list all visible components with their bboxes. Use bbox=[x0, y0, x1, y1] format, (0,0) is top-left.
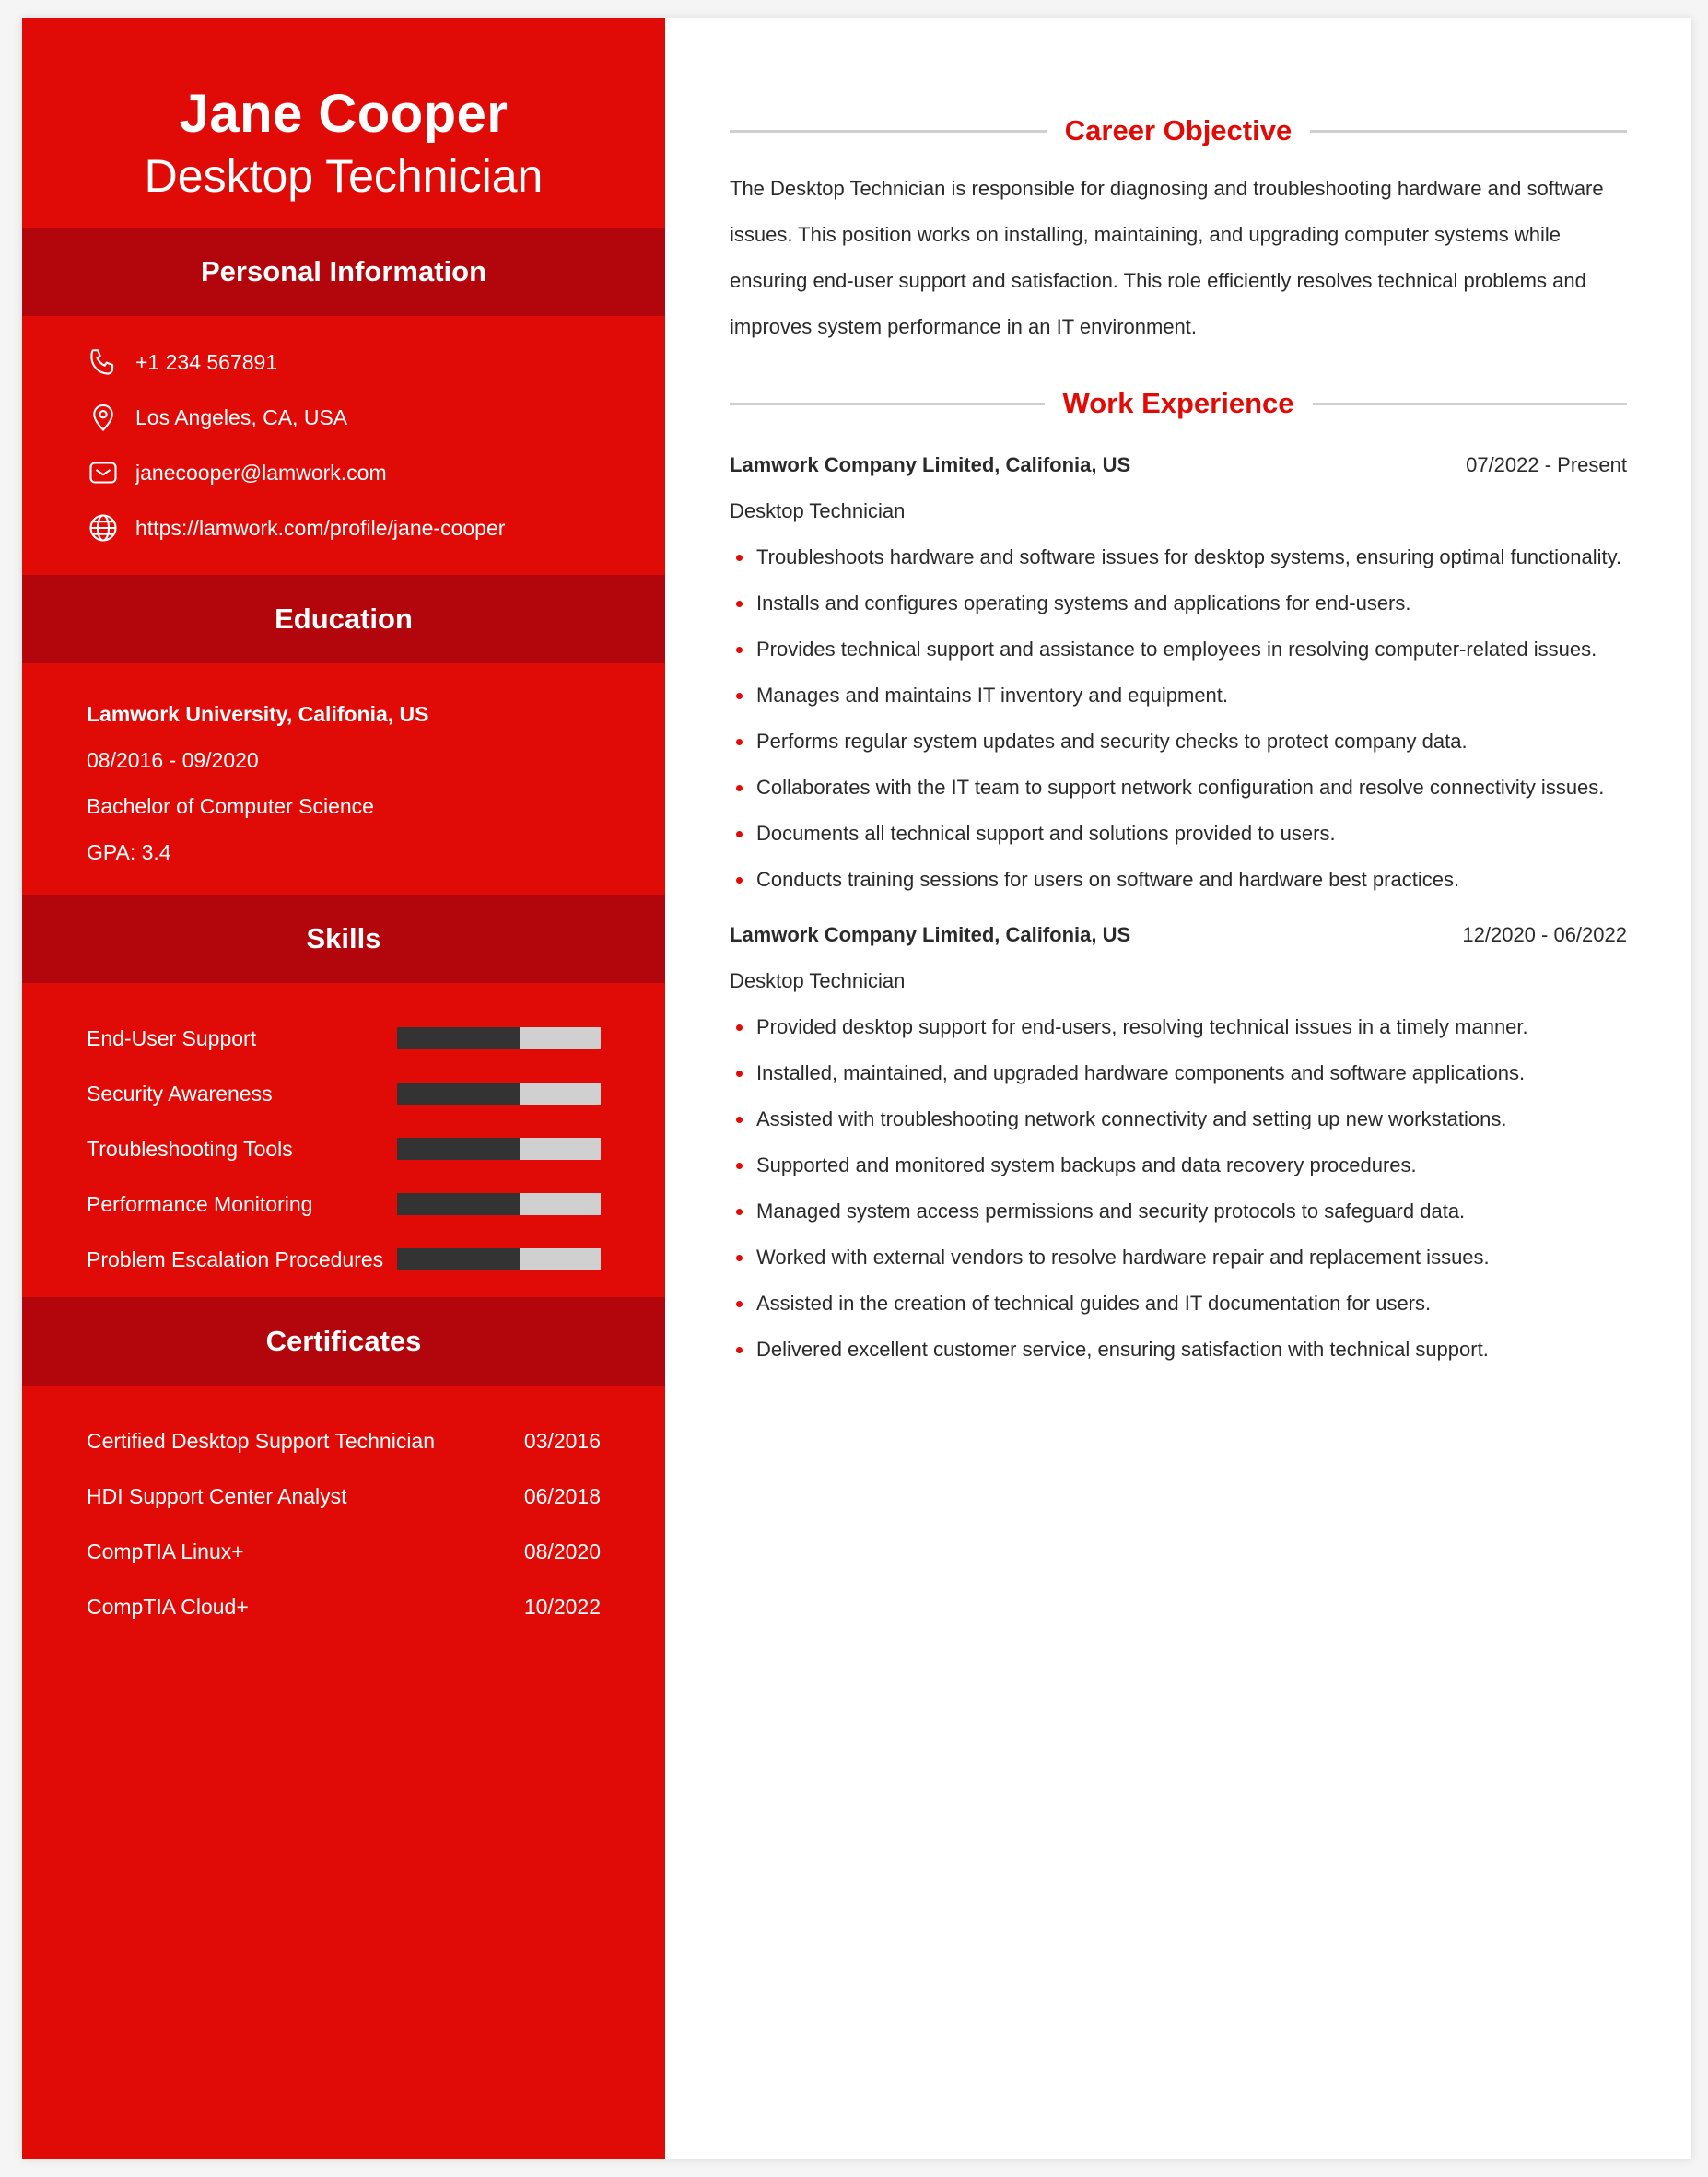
job-dates: 07/2022 - Present bbox=[1466, 453, 1627, 476]
certificates-list bbox=[22, 1386, 665, 1634]
skills-heading: Skills bbox=[22, 895, 665, 983]
phone-icon bbox=[87, 345, 120, 379]
job-company: Lamwork Company Limited, Califonia, US bbox=[730, 453, 1131, 476]
skill-level-bar bbox=[397, 1083, 601, 1105]
skill-name: Problem Escalation Procedures bbox=[87, 1247, 384, 1271]
career-objective-title: Career Objective bbox=[1064, 114, 1293, 146]
certificate-item bbox=[87, 1413, 601, 1469]
skill-level-fill bbox=[397, 1083, 520, 1105]
contact-location-text: Los Angeles, CA, USA bbox=[135, 404, 348, 429]
education-block bbox=[22, 663, 665, 895]
sidebar bbox=[22, 18, 665, 2159]
candidate-role: Desktop Technician bbox=[144, 150, 544, 202]
education-dates: 08/2016 - 09/2020 bbox=[87, 748, 259, 772]
skill-item bbox=[87, 1121, 601, 1176]
heading-rule-left bbox=[730, 403, 1045, 405]
job-bullet: Installed, maintained, and upgraded hardware components and software applications. bbox=[730, 1050, 1627, 1096]
skills-list bbox=[22, 983, 665, 1297]
certificate-name: CompTIA Linux+ bbox=[87, 1539, 244, 1563]
main-content bbox=[665, 18, 1691, 2159]
certificate-date: 03/2016 bbox=[523, 1428, 601, 1453]
job-bullet: Delivered excellent customer service, ensuring satisfaction with technical support. bbox=[730, 1327, 1627, 1373]
skill-level-bar bbox=[397, 1248, 601, 1270]
contact-email-text[interactable]: janecooper@lamwork.com bbox=[135, 460, 387, 485]
job-bullets bbox=[730, 1004, 1627, 1373]
skill-name: End-User Support bbox=[87, 1025, 257, 1050]
job-title: Desktop Technician bbox=[730, 499, 906, 522]
skill-item bbox=[87, 1232, 601, 1287]
job-bullet: Managed system access permissions and security protocols to safeguard data. bbox=[730, 1188, 1627, 1235]
heading-rule-right bbox=[1313, 403, 1628, 405]
skill-level-fill bbox=[397, 1248, 520, 1270]
personal-info-heading: Personal Information bbox=[22, 228, 665, 316]
heading-rule-left bbox=[730, 130, 1047, 133]
certificate-item bbox=[87, 1579, 601, 1634]
location-pin-icon bbox=[87, 401, 120, 434]
job-bullet: Supported and monitored system backups and data recovery procedures. bbox=[730, 1142, 1627, 1188]
job-bullet: Troubleshoots hardware and software issues for desktop systems, ensuring optimal functionality. bbox=[730, 534, 1627, 580]
skill-level-fill bbox=[397, 1027, 520, 1049]
certificate-item bbox=[87, 1524, 601, 1579]
certificate-date: 08/2020 bbox=[523, 1539, 601, 1563]
job-bullet: Installs and configures operating systems and applications for end-users. bbox=[730, 580, 1627, 626]
certificate-name: HDI Support Center Analyst bbox=[87, 1483, 347, 1508]
mail-icon bbox=[87, 456, 120, 489]
contact-email bbox=[87, 445, 601, 500]
skill-level-bar bbox=[397, 1138, 601, 1160]
job-bullet: Provided desktop support for end-users, resolving technical issues in a timely manner. bbox=[730, 1004, 1627, 1050]
education-heading: Education bbox=[22, 575, 665, 663]
job-bullet: Documents all technical support and solutions provided to users. bbox=[730, 811, 1627, 857]
contact-phone bbox=[87, 334, 601, 390]
education-degree: Bachelor of Computer Science bbox=[87, 794, 374, 818]
job-dates: 12/2020 - 06/2022 bbox=[1462, 923, 1627, 946]
work-experience-heading bbox=[730, 383, 1627, 424]
job-bullet: Assisted with troubleshooting network connectivity and setting up new workstations. bbox=[730, 1096, 1627, 1142]
skill-level-bar bbox=[397, 1027, 601, 1049]
career-objective-heading bbox=[730, 111, 1627, 151]
job-header bbox=[730, 442, 1627, 488]
job-bullet: Assisted in the creation of technical guides and IT documentation for users. bbox=[730, 1281, 1627, 1327]
certificate-item bbox=[87, 1469, 601, 1524]
job-company: Lamwork Company Limited, Califonia, US bbox=[730, 923, 1131, 946]
skill-level-fill bbox=[397, 1193, 520, 1215]
job-bullet: Worked with external vendors to resolve hardware repair and replacement issues. bbox=[730, 1235, 1627, 1281]
candidate-name: Jane Cooper bbox=[179, 84, 509, 144]
contact-list bbox=[22, 316, 665, 575]
resume-page bbox=[22, 18, 1691, 2159]
contact-website-link[interactable]: https://lamwork.com/profile/jane-cooper bbox=[135, 515, 506, 540]
contact-location bbox=[87, 390, 601, 445]
certificate-date: 06/2018 bbox=[523, 1483, 601, 1508]
job-bullet: Collaborates with the IT team to support network configuration and resolve connectivity issues. bbox=[730, 765, 1627, 811]
skill-item bbox=[87, 1176, 601, 1232]
job-header bbox=[730, 912, 1627, 958]
skill-item bbox=[87, 1066, 601, 1121]
skill-name: Security Awareness bbox=[87, 1081, 273, 1106]
job-bullet: Performs regular system updates and security checks to protect company data. bbox=[730, 719, 1627, 765]
skill-level-bar bbox=[397, 1193, 601, 1215]
job-bullet: Manages and maintains IT inventory and equipment. bbox=[730, 673, 1627, 719]
skill-item bbox=[87, 1011, 601, 1066]
contact-website bbox=[87, 500, 601, 556]
certificate-name: Certified Desktop Support Technician bbox=[87, 1428, 436, 1453]
skill-name: Performance Monitoring bbox=[87, 1191, 313, 1216]
skill-name: Troubleshooting Tools bbox=[87, 1136, 293, 1161]
contact-phone-text[interactable]: +1 234 567891 bbox=[135, 349, 278, 374]
work-experience-title: Work Experience bbox=[1062, 387, 1294, 419]
job-bullet: Provides technical support and assistance to employees in resolving computer-related issues. bbox=[730, 626, 1627, 673]
job-bullet: Conducts training sessions for users on software and hardware best practices. bbox=[730, 857, 1627, 903]
certificate-date: 10/2022 bbox=[523, 1594, 601, 1619]
job-bullets bbox=[730, 534, 1627, 903]
globe-icon bbox=[87, 511, 120, 544]
certificate-name: CompTIA Cloud+ bbox=[87, 1594, 249, 1619]
heading-rule-right bbox=[1310, 130, 1627, 133]
certificates-heading: Certificates bbox=[22, 1297, 665, 1386]
job-title: Desktop Technician bbox=[730, 969, 906, 992]
job-entry bbox=[730, 442, 1627, 903]
skill-level-fill bbox=[397, 1138, 520, 1160]
education-gpa: GPA: 3.4 bbox=[87, 840, 171, 864]
career-objective-text: The Desktop Technician is responsible for diagnosing and troubleshooting hardware and software issues. This position works on installing, maintaining, and upgrading computer systems while ensuring end-user support and satisfaction. This role efficiently resolves technical problems and improves system performance in an IT environment. bbox=[730, 177, 1604, 338]
job-entry bbox=[730, 912, 1627, 1373]
name-block bbox=[22, 18, 665, 228]
education-school: Lamwork University, Califonia, US bbox=[87, 702, 429, 726]
